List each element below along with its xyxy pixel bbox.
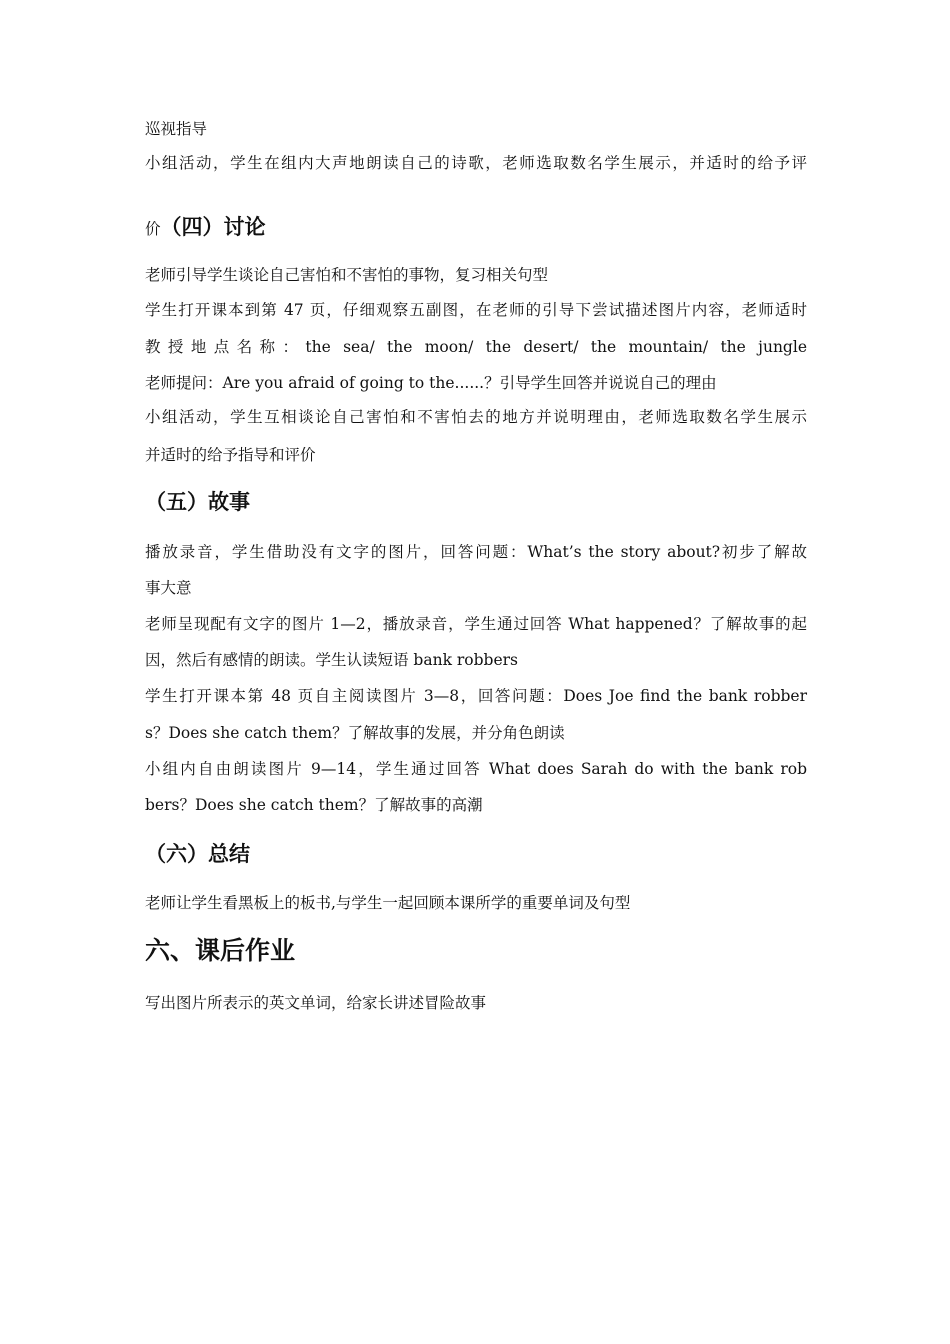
text-line-story-development: s？Does she catch them？了解故事的发展，并分角色朗读 [145,724,565,742]
section-heading-homework: 六、课后作业 [145,936,296,965]
text-line-group-talk-places: 小组活动，学生互相谈论自己害怕和不害怕去的地方并说明理由，老师选取数名学生展示 [145,408,807,426]
text-line-bank-robbers: 因，然后有感情的朗读。学生认读短语 bank robbers [145,651,519,669]
text-line-open-book-p47: 学生打开课本到第 47 页，仔细观察五副图，在老师的引导下尝试描述图片内容，老师适时 [145,301,807,319]
text-line-group-activity-poems: 小组活动，学生在组内大声地朗读自己的诗歌，老师选取数名学生展示，并适时的给予评 [145,154,807,172]
section-heading-summary: （六）总结 [145,841,250,866]
text-line-patrol-guidance: 巡视指导 [145,120,208,138]
text-line-teacher-question: 老师提问：Are you afraid of going to the......？引导学生回答并说说自己的理由 [145,374,717,392]
text-line-pictures-9-14: 小组内自由朗读图片 9—14，学生通过回答 What does Sarah do with the bank rob [145,760,807,778]
text-line-homework-task: 写出图片所表示的英文单词，给家长讲述冒险故事 [145,994,487,1012]
text-line-evaluation-with-heading [145,214,807,242]
text-line-story-climax: bers？Does she catch them？了解故事的高潮 [145,796,483,814]
text-line-review-board: 老师让学生看黑板上的板书,与学生一起回顾本课所学的重要单词及句型 [145,894,631,912]
text-fragment-evaluation: 价 [145,220,161,238]
text-line-guidance-evaluation: 并适时的给予指导和评价 [145,446,316,464]
text-line-pictures-3-8: 学生打开课本第 48 页自主阅读图片 3—8，回答问题：Does Joe find the bank robber [145,687,807,705]
text-line-teacher-guides-talk: 老师引导学生谈论自己害怕和不害怕的事物，复习相关句型 [145,266,549,284]
text-line-play-recording: 播放录音，学生借助没有文字的图片，回答问题：What’s the story about?初步了解故 [145,543,807,561]
text-line-pictures-1-2: 老师呈现配有文字的图片 1—2，播放录音，学生通过回答 What happened？了解故事的起 [145,615,807,633]
section-heading-discussion: （四）讨论 [160,214,266,239]
section-heading-story: （五）故事 [145,489,250,514]
text-line-story-gist: 事大意 [145,579,192,597]
text-line-place-names: 教授地点名称：the sea/ the moon/ the desert/ the mountain/ the jungle [145,338,807,356]
